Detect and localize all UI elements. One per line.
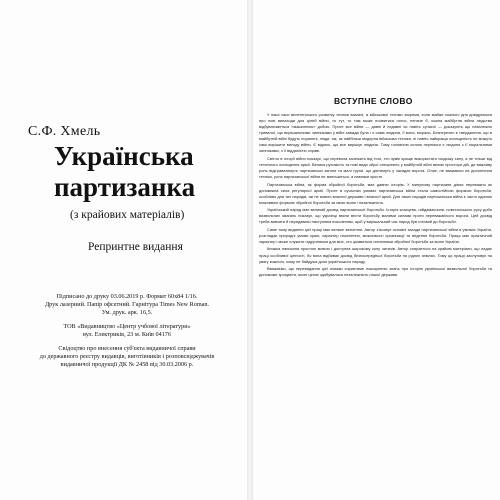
book-title <box>54 141 239 203</box>
paragraph: У наші часи велетенського розвитку техніки взагалі, а військової техніки зокрема, коли майже кожного дня довідуємося про нові винаходи для цілей війни, то тут, то там може появитися голос, неначе б, кожна майбутня війна людства відбуватиметься «машинною» добою. Проте все війни — давні й недавні чи навіть сучасні — доказують що незалежно тривалої, що вирішальними чинниками у війні завжди була і є сама людина, її воля, мораль. Безперечно є твердження, що в майбутній війні будуть поранені, люди, які, як найбільш модерна військова техніка, ні навіть найкраща оснащеність не можуть самі вирішити виходу війни. Є відомо, що все вирішує людина. Тому головною силою перемоги є людина з її моральними чинниками, з її відданістю справі. <box>259 112 492 154</box>
paragraph: Український народ має великий досвід партизанської боротьби. Історія козацтва, гайдамаччини, повстанського руху доби визвольних змагань показує, що українці вміли вести боротьбу малими силами проти переважаючого ворога. Цей досвід треба вивчати й передавати наступним поколінням, щоб у вирішальний час народ був готовий до боротьби. <box>259 207 492 225</box>
print-details <box>14 293 240 317</box>
paragraph: Саме тому видання цієї праці має велике значення. Автор з'ясовує основні засади партизанської війни в умовах України, розглядає природні умови краю, характер населення, можливості організації та ведення боротьби. Праця має практичний характер і може служити підручником для всіх, хто цікавиться питаннями збройної боротьби за волю України. <box>259 226 492 244</box>
author-name: С.Ф. Хмель <box>28 124 101 139</box>
preface-text <box>259 112 492 484</box>
publisher-name: ТОВ «Видавництво «Центр учбової літератури» <box>63 323 191 330</box>
paragraph: Книжка написана простою мовою і доступна широкому колу читачів. Автор спирається на крайові матеріали, що надає праці особливої цінності, бо вона відбиває досвід безпосередньої боротьби на рідних землях. Тому ця праця заслуговує на увагу кожного, кому не байдужа доля українського народу. <box>259 246 492 264</box>
paragraph: Партизанська війна, як форма збройної боротьби, має давню історію. У минулому партизани діяли переважно як допоміжна сила регулярної армії. Проте в сучасних умовах партизанська війна стала самостійною формою боротьби, особливо для тих народів, які не мають власної держави і власної армії. Для таких народів партизанська війна є часто єдиною можливою формою збройної боротьби за свою волю і незалежність. <box>259 181 492 205</box>
certificate-line: Свідоцтво про внесення суб'єкта видавничої справи <box>58 345 196 352</box>
title-line-2: партизанка <box>54 172 196 202</box>
left-page <box>0 0 247 500</box>
imprint-line: Друк лазерний. Папір офсетний. Гарнітура Times New Roman. <box>44 301 210 308</box>
certificate-line: видавничої продукції ДК № 2458 від 30.03.2006 р. <box>60 361 194 368</box>
section-heading: ВСТУПНЕ СЛОВО <box>334 96 413 106</box>
paragraph: Світло в історії війни показує, що перемога залежить від того, хто зуміє краще використати людську силу, а не тільки від технічного оснащення армії. Велика рухомість та нові види зброї створюють у майбутній війні великі простори дій, де важливу роль відіграватимуть партизанські загони та малі групи, що діятимуть у засадах ворога. Отже, не зважаючи на досягнення техніки, роль партизанської війни не зменшиться, а навпаки зросте. <box>259 155 492 179</box>
book-subtitle: (з крайових матеріалів) <box>70 209 185 221</box>
imprint-line: Ум. друк. арк. 16,5. <box>101 309 153 316</box>
paragraph: Вважаємо, що перевидання цієї книжки сприятиме поширенню знань про історію української визвольної боротьби та допоможе зрозуміти, якою ціною здобувалася незалежність нашої держави. <box>259 266 492 278</box>
certificate-line: до державного реєстру видавців, виготівників і розповсюджувачів <box>39 353 215 360</box>
certificate-details <box>14 345 240 369</box>
title-line-1: Українська <box>54 141 194 171</box>
publisher-address: вул. Електриків, 23 м. Київ 04176 <box>82 331 171 338</box>
publisher-details <box>14 323 240 339</box>
imprint-line: Підписано до друку 03.06.2019 р. Формат 60х84 1/16. <box>56 293 198 300</box>
imprint-block <box>14 293 240 375</box>
reprint-label: Репринтне видання <box>88 241 183 253</box>
